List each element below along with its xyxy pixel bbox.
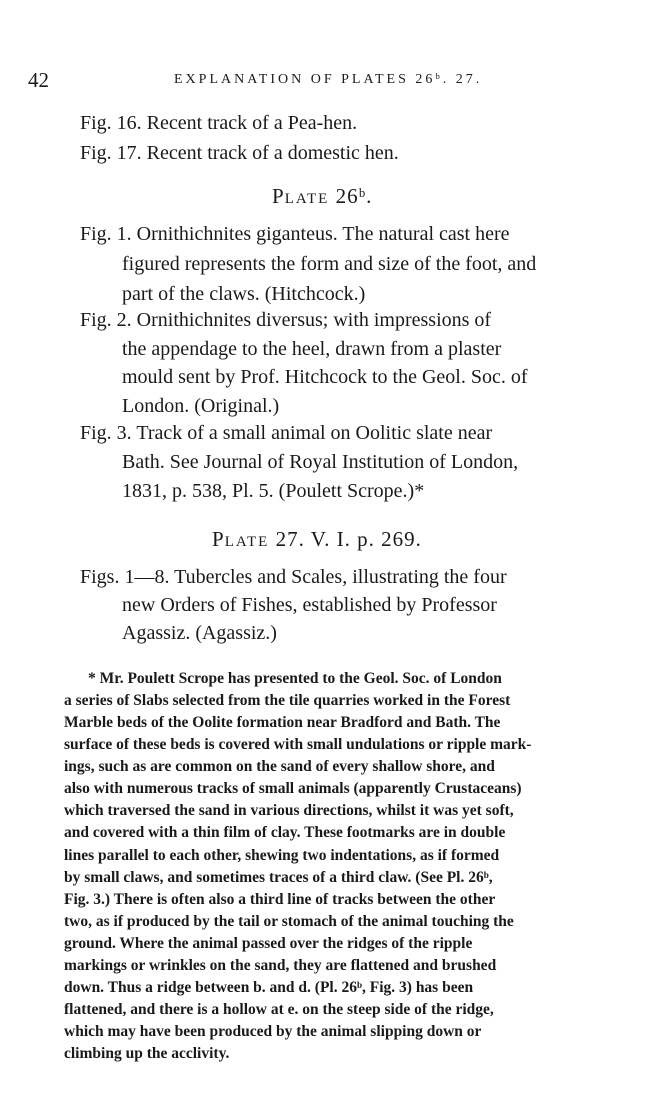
footnote-line: Marble beds of the Oolite formation near Bradford and Bath. The bbox=[64, 714, 501, 731]
running-head: EXPLANATION OF PLATES 26ᵇ. 27. bbox=[174, 72, 483, 87]
footnote-line: a series of Slabs selected from the tile quarries worked in the Forest bbox=[64, 692, 511, 709]
footnote-line: two, as if produced by the tail or stomach of the animal touching the bbox=[64, 913, 514, 930]
plate-26b-heading: PLATE 26ᵇ. bbox=[272, 184, 373, 208]
footnote-line: ground. Where the animal passed over the ridges of the ripple bbox=[64, 935, 473, 952]
footnote-line: also with numerous tracks of small animals (apparently Crustaceans) bbox=[64, 780, 522, 797]
plate-26b-fig-2-line: mould sent by Prof. Hitchcock to the Geol. Soc. of bbox=[122, 366, 528, 388]
plate-26b-fig-1-line: part of the claws. (Hitchcock.) bbox=[122, 283, 366, 305]
plate-26b-fig-3-line: Fig. 3. Track of a small animal on Oolitic slate near bbox=[80, 422, 493, 444]
plate-27-figs-line: new Orders of Fishes, established by Professor bbox=[122, 594, 497, 616]
plate-26b-fig-3-line: Bath. See Journal of Royal Institution of London, bbox=[122, 451, 519, 473]
page-header bbox=[28, 68, 619, 98]
footnote-line: Fig. 3.) There is often also a third line of tracks between the other bbox=[64, 891, 496, 908]
footnote-line: surface of these beds is covered with small undulations or ripple mark- bbox=[64, 736, 532, 753]
page-number: 42 bbox=[28, 68, 49, 92]
footnote-line: climbing up the acclivity. bbox=[64, 1045, 230, 1062]
fig-16-caption: Fig. 16. Recent track of a Pea-hen. bbox=[80, 112, 358, 134]
plate-26b-fig-2-line: the appendage to the heel, drawn from a plaster bbox=[122, 338, 502, 360]
footnote-line: ings, such as are common on the sand of every shallow shore, and bbox=[64, 758, 495, 775]
footnote-line: * Mr. Poulett Scrope has presented to the Geol. Soc. of London bbox=[88, 670, 502, 687]
footnote-line: and covered with a thin film of clay. These footmarks are in double bbox=[64, 824, 506, 841]
footnote-line: by small claws, and sometimes traces of a third claw. (See Pl. 26ᵇ, bbox=[64, 869, 493, 886]
fig-17-caption: Fig. 17. Recent track of a domestic hen. bbox=[80, 142, 399, 164]
footnote-line: lines parallel to each other, shewing two indentations, as if formed bbox=[64, 847, 500, 864]
plate-27-heading: PLATE 27. V. I. p. 269. bbox=[212, 527, 422, 551]
footnote-line: which may have been produced by the animal slipping down or bbox=[64, 1023, 482, 1040]
plate-26b-fig-2-line: Fig. 2. Ornithichnites diversus; with impressions of bbox=[80, 309, 492, 331]
footnote-line: markings or wrinkles on the sand, they are flattened and brushed bbox=[64, 957, 497, 974]
footnote-line: down. Thus a ridge between b. and d. (Pl. 26ᵇ, Fig. 3) has been bbox=[64, 979, 474, 996]
footnote-line: which traversed the sand in various directions, whilst it was yet soft, bbox=[64, 802, 514, 819]
plate-26b-fig-1-line: Fig. 1. Ornithichnites giganteus. The natural cast here bbox=[80, 223, 510, 245]
plate-27-figs-line: Figs. 1—8. Tubercles and Scales, illustrating the four bbox=[80, 566, 507, 588]
footnote-line: flattened, and there is a hollow at e. on the steep side of the ridge, bbox=[64, 1001, 494, 1018]
plate-26b-fig-3-line: 1831, p. 538, Pl. 5. (Poulett Scrope.)* bbox=[122, 480, 425, 502]
plate-26b-fig-1-line: figured represents the form and size of the foot, and bbox=[122, 253, 537, 275]
plate-26b-fig-2-line: London. (Original.) bbox=[122, 395, 280, 417]
plate-27-figs-line: Agassiz. (Agassiz.) bbox=[122, 622, 277, 644]
